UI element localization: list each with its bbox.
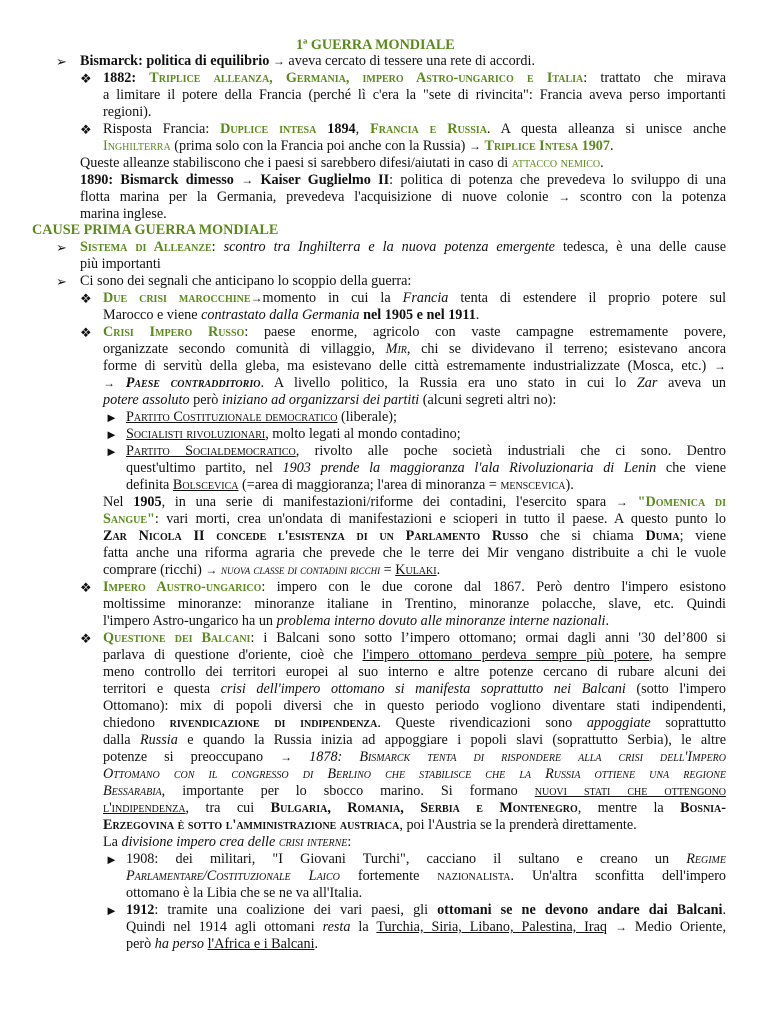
risposta-line1: Risposta Francia: Duplice intesa 1894, Francia e Russia. A questa alleanza si unisce anche xyxy=(103,121,727,137)
balcani-line8: potenze si preoccupano → 1878: Bismarck tenta di rispondere alla crisi dell'Impero xyxy=(103,749,727,765)
balcani-line12: Erzegovina è sotto l'amministrazione austriaca, poi l'Austria se la prenderà direttamente. xyxy=(103,817,637,833)
y1882-line3: regioni). xyxy=(103,104,152,120)
austro-line1: Impero Austro-ungarico: impero con le due corone dal 1867. Però dentro l'impero esistono xyxy=(103,579,726,595)
triangle-bullet-icon: ► xyxy=(105,427,118,442)
segnali-line: Ci sono dei segnali che anticipano lo scoppio della guerra: xyxy=(80,273,412,289)
balcani-line7: dalla Russia e quando la Russia inizia ad appoggiare i popoli slavi (soprattutto Serbia), le altre xyxy=(103,732,727,748)
diamond-bullet-icon: ❖ xyxy=(80,325,92,340)
balcani-line4: territori e questa crisi dell'impero ottomano si manifesta soprattutto nei Balcani (sotto l'impero xyxy=(103,681,726,697)
y1890-line1: 1890: Bismarck dimesso → Kaiser Guglielmo II: politica di potenza che prevedeva lo sviluppo di una xyxy=(80,172,727,188)
partito-1: Partito Costituzionale democratico (liberale); xyxy=(126,409,397,425)
triangle-bullet-icon: ► xyxy=(105,903,118,918)
balcani-line6: chiedono rivendicazione di indipendenza. Queste rivendicazioni sono appoggiate soprattutto xyxy=(103,715,727,731)
balcani-line1: Questione dei Balcani: i Balcani sono sotto l’impero ottomano; ormai dagli anni '30 del’800 si xyxy=(103,630,726,646)
y1882-line2: a limitare il potere della Francia (perché lì c'era la "sete di rivincita": Francia aveva perso importanti xyxy=(103,87,726,103)
austro-line3: l'impero Astro-ungarico ha un problema interno dovuto alle minoranze interne nazionali. xyxy=(103,613,610,629)
austro-line2: moltissime minoranze: minoranze italiane in Trentino, minoranze polacche, slave, etc. Quindi xyxy=(103,596,726,612)
y1905-line4: fatta anche una riforma agraria che prevede che le terre dei Mir vengano distribuite a chi le vuole xyxy=(103,545,726,561)
diamond-bullet-icon: ❖ xyxy=(80,291,92,306)
alleanze-line: Queste alleanze stabiliscono che i paesi si sarebbero difesi/aiutati in caso di attacco nemico. xyxy=(80,155,604,171)
y1908-line2: Parlamentare/Costituzionale Laico fortemente nazionalista. Un'altra sconfitta dell'impero xyxy=(126,868,727,884)
y1905-line5: comprare (ricchi) → nuova classe di contadini ricchi = Kulaki. xyxy=(103,562,441,578)
russo-line2: organizzate secondo comunità di villaggio, Mir, chi se dividevano il terreno; esistevano ancora xyxy=(103,341,726,357)
arrow-bullet-icon: ➢ xyxy=(56,274,67,289)
arrow-bullet-icon: ➢ xyxy=(56,240,67,255)
sistema-line1: Sistema di Alleanze: scontro tra Inghilterra e la nuova potenza emergente tedesca, è una delle cause xyxy=(80,239,727,255)
y1912-line1: 1912: tramite una coalizione dei vari paesi, gli ottomani se ne devono andare dai Balcani. xyxy=(126,902,727,918)
triangle-bullet-icon: ► xyxy=(105,852,118,867)
russo-line5: potere assoluto però iniziano ad organizzarsi dei partiti (alcuni segreti altri no): xyxy=(103,392,557,408)
diamond-bullet-icon: ❖ xyxy=(80,580,92,595)
triangle-bullet-icon: ► xyxy=(105,410,118,425)
russo-line3: forme di servitù della gleba, ma esistevano delle città estremamente industrializzate (Mosca, etc.) → xyxy=(103,358,726,374)
y1908-line1: 1908: dei militari, "I Giovani Turchi", cacciano il sultano e creano un Regime xyxy=(126,851,726,867)
balcani-line13: La divisione impero crea delle crisi interne: xyxy=(103,834,352,850)
diamond-bullet-icon: ❖ xyxy=(80,71,92,86)
balcani-line2: parlava di questione d'oriente, cioè che l'impero ottomano perdeva sempre più potere, ha sempre xyxy=(103,647,726,663)
partito-3-line2: quest'ultimo partito, nel 1903 prende la maggioranza l'ala Rivoluzionaria di Lenin che viene xyxy=(126,460,727,476)
partito-3-line1: Partito Socialdemocratico, rivolto alle poche società industriali che ci sono. Dentro xyxy=(126,443,726,459)
diamond-bullet-icon: ❖ xyxy=(80,631,92,646)
balcani-line10: Bessarabia, importante per lo sbocco marino. Si formano nuovi stati che ottengono xyxy=(103,783,727,799)
y1890-line2: flotta marina per la Germania, prevedeva l'acquisizione di nuove colonie → scontro con la potenza xyxy=(80,189,727,205)
y1890-line3: marina inglese. xyxy=(80,206,167,222)
marocchine-line1: Due crisi marocchine→momento in cui la Francia tenta di estendere il proprio potere sul xyxy=(103,290,727,306)
diamond-bullet-icon: ❖ xyxy=(80,122,92,137)
balcani-line5: Ottomano): mix di popoli diversi che in questo periodo vogliono diventare stati indipendenti, xyxy=(103,698,726,714)
partito-3-line3: definita Bolscevica (=area di maggioranza; l'area di minoranza = menscevica). xyxy=(126,477,574,493)
russo-line1: Crisi Impero Russo: paese enorme, agricolo con vaste campagne estremamente povere, xyxy=(103,324,727,340)
y1912-line3: però ha perso l'Africa e i Balcani. xyxy=(126,936,319,952)
y1905-line3: Zar Nicola II concede l'esistenza di un Parlamento Russo che si chiama Duma; viene xyxy=(103,528,727,544)
y1905-line1: Nel 1905, in una serie di manifestazioni/riforme dei contadini, l'esercito spara → "Domenica di xyxy=(103,494,727,510)
bismarck-line: Bismarck: politica di equilibrio → aveva cercato di tessere una rete di accordi. xyxy=(80,53,535,69)
y1908-line3: ottomano è la Libia che se ne va all'Italia. xyxy=(126,885,363,901)
section-heading-cause: CAUSE PRIMA GUERRA MONDIALE xyxy=(32,222,279,238)
risposta-line2: Inghilterra (prima solo con la Francia poi anche con la Russia) → Triplice Intesa 1907. xyxy=(103,138,614,154)
y1882-line1: 1882: Triplice alleanza, Germania, impero Astro-ungarico e Italia: trattato che mirava xyxy=(103,70,727,86)
balcani-line9: Ottomano con il congresso di Berlino che stabilisce che la Russia ottiene una regione xyxy=(103,766,726,782)
y1912-line2: Quindi nel 1914 agli ottomani resta la Turchia, Siria, Libano, Palestina, Iraq → Medio Oriente, xyxy=(126,919,727,935)
balcani-line11: l'indipendenza, tra cui Bulgaria, Romania, Serbia e Montenegro, mentre la Bosnia- xyxy=(103,800,727,816)
marocchine-line2: Marocco e viene contrastato dalla Germania nel 1905 e nel 1911. xyxy=(103,307,480,323)
balcani-line3: meno controllo dei territori europei al suo interno e altre potenze cercano di rubare alcuni dei xyxy=(103,664,726,680)
triangle-bullet-icon: ► xyxy=(105,444,118,459)
y1905-line2: Sangue": vari morti, crea un'ondata di manifestazioni e scioperi in tutto il paese. A questo punto lo xyxy=(103,511,726,527)
partito-2: Socialisti rivoluzionari, molto legati al mondo contadino; xyxy=(126,426,461,442)
sistema-line2: più importanti xyxy=(80,256,161,272)
arrow-bullet-icon: ➢ xyxy=(56,54,67,69)
russo-line4: → Paese contradditorio. A livello politico, la Russia era uno stato in cui lo Zar aveva un xyxy=(103,375,727,391)
page-title: 1ª GUERRA MONDIALE xyxy=(296,37,455,53)
